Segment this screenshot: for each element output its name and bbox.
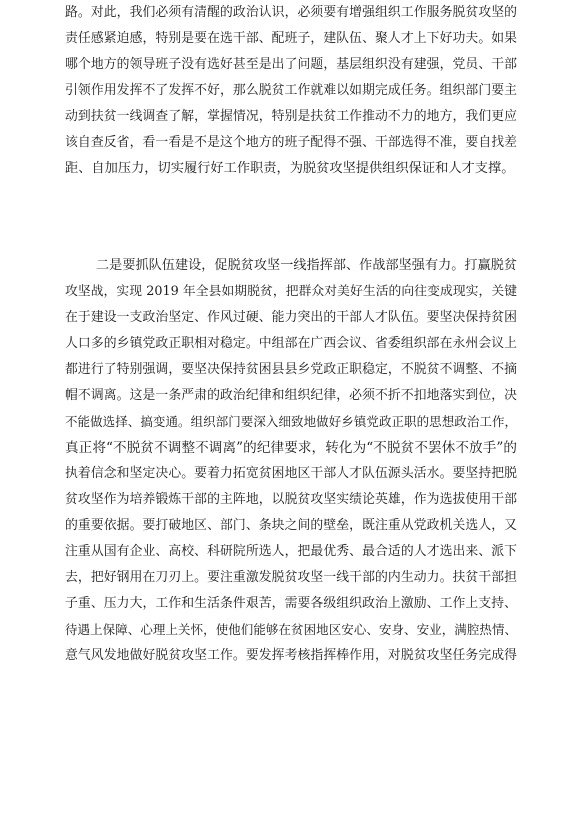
paragraph-1 <box>65 0 517 182</box>
text-line: 该自查反省，看一看是不是这个地方的班子配得不强、干部选得不准，要自找差 <box>65 135 517 150</box>
text-line: 意气风发地做好脱贫攻坚工作。要发挥考核指挥棒作用，对脱贫攻坚任务完成得 <box>65 648 517 663</box>
text-line: 待遇上保障、心理上关怀，使他们能够在贫困地区安心、安身、安业，满腔热情、 <box>65 622 517 637</box>
text-line: 执着信念和坚定决心。要着力拓宽贫困地区干部人才队伍源头活水。要坚持把脱 <box>65 466 517 481</box>
text-line: 不能做选择、搞变通。组织部门要深入细致地做好乡镇党政正职的思想政治工作， <box>65 414 517 429</box>
text-line: 帽不调离。这是一条严肃的政治纪律和组织纪律，必须不折不扣地落实到位，决 <box>65 388 517 403</box>
text-line: 引领作用发挥不了发挥不好，那么脱贫工作就难以如期完成任务。组织部门要主 <box>65 83 517 98</box>
text-line: 真正将“不脱贫不调整不调离”的纪律要求，转化为“不脱贫不罢休不放手”的 <box>65 440 517 456</box>
text-line: 贫攻坚作为培养锻炼干部的主阵地，以脱贫攻坚实绩论英雄，作为选拔使用干部 <box>65 492 517 507</box>
text-line: 注重从国有企业、高校、科研院所选人，把最优秀、最合适的人才选出来、派下 <box>65 544 517 559</box>
text-line: 人口多的乡镇党政正职相对稳定。中组部在广西会议、省委组织部在永州会议上 <box>65 336 517 351</box>
text-line: 责任感紧迫感，特别是要在选干部、配班子，建队伍、聚人才上下好功夫。如果 <box>65 31 517 46</box>
text-line: 都进行了特别强调，要坚决保持贫困县县乡党政正职稳定，不脱贫不调整、不摘 <box>65 362 517 377</box>
paragraph-2 <box>65 253 517 669</box>
text-line: 子重、压力大，工作和生活条件艰苦，需要各级组织政治上激励、工作上支持、 <box>65 596 517 611</box>
text-line: 在于建设一支政治坚定、作风过硬、能力突出的干部人才队伍。要坚决保持贫困 <box>65 310 517 325</box>
text-line: 二是要抓队伍建设，促脱贫攻坚一线指挥部、作战部坚强有力。打赢脱贫 <box>96 258 517 273</box>
text-line: 动到扶贫一线调查了解，掌握情况，特别是扶贫工作推动不力的地方，我们更应 <box>65 109 517 124</box>
text-line: 路。对此，我们必须有清醒的政治认识，必须要有增强组织工作服务脱贫攻坚的 <box>65 5 517 20</box>
text-line: 去，把好钢用在刀刃上。要注重激发脱贫攻坚一线干部的内生动力。扶贫干部担 <box>65 570 517 585</box>
text-line: 哪个地方的领导班子没有选好甚至是出了问题，基层组织没有建强，党员、干部 <box>65 57 517 72</box>
text-line: 的重要依据。要打破地区、部门、条块之间的壁垒，既注重从党政机关选人，又 <box>65 518 517 533</box>
text-line: 攻坚战，实现 2019 年全县如期脱贫，把群众对美好生活的向往变成现实，关键 <box>65 284 517 299</box>
text-line: 距、自加压力，切实履行好工作职责，为脱贫攻坚提供组织保证和人才支撑。 <box>65 161 515 176</box>
